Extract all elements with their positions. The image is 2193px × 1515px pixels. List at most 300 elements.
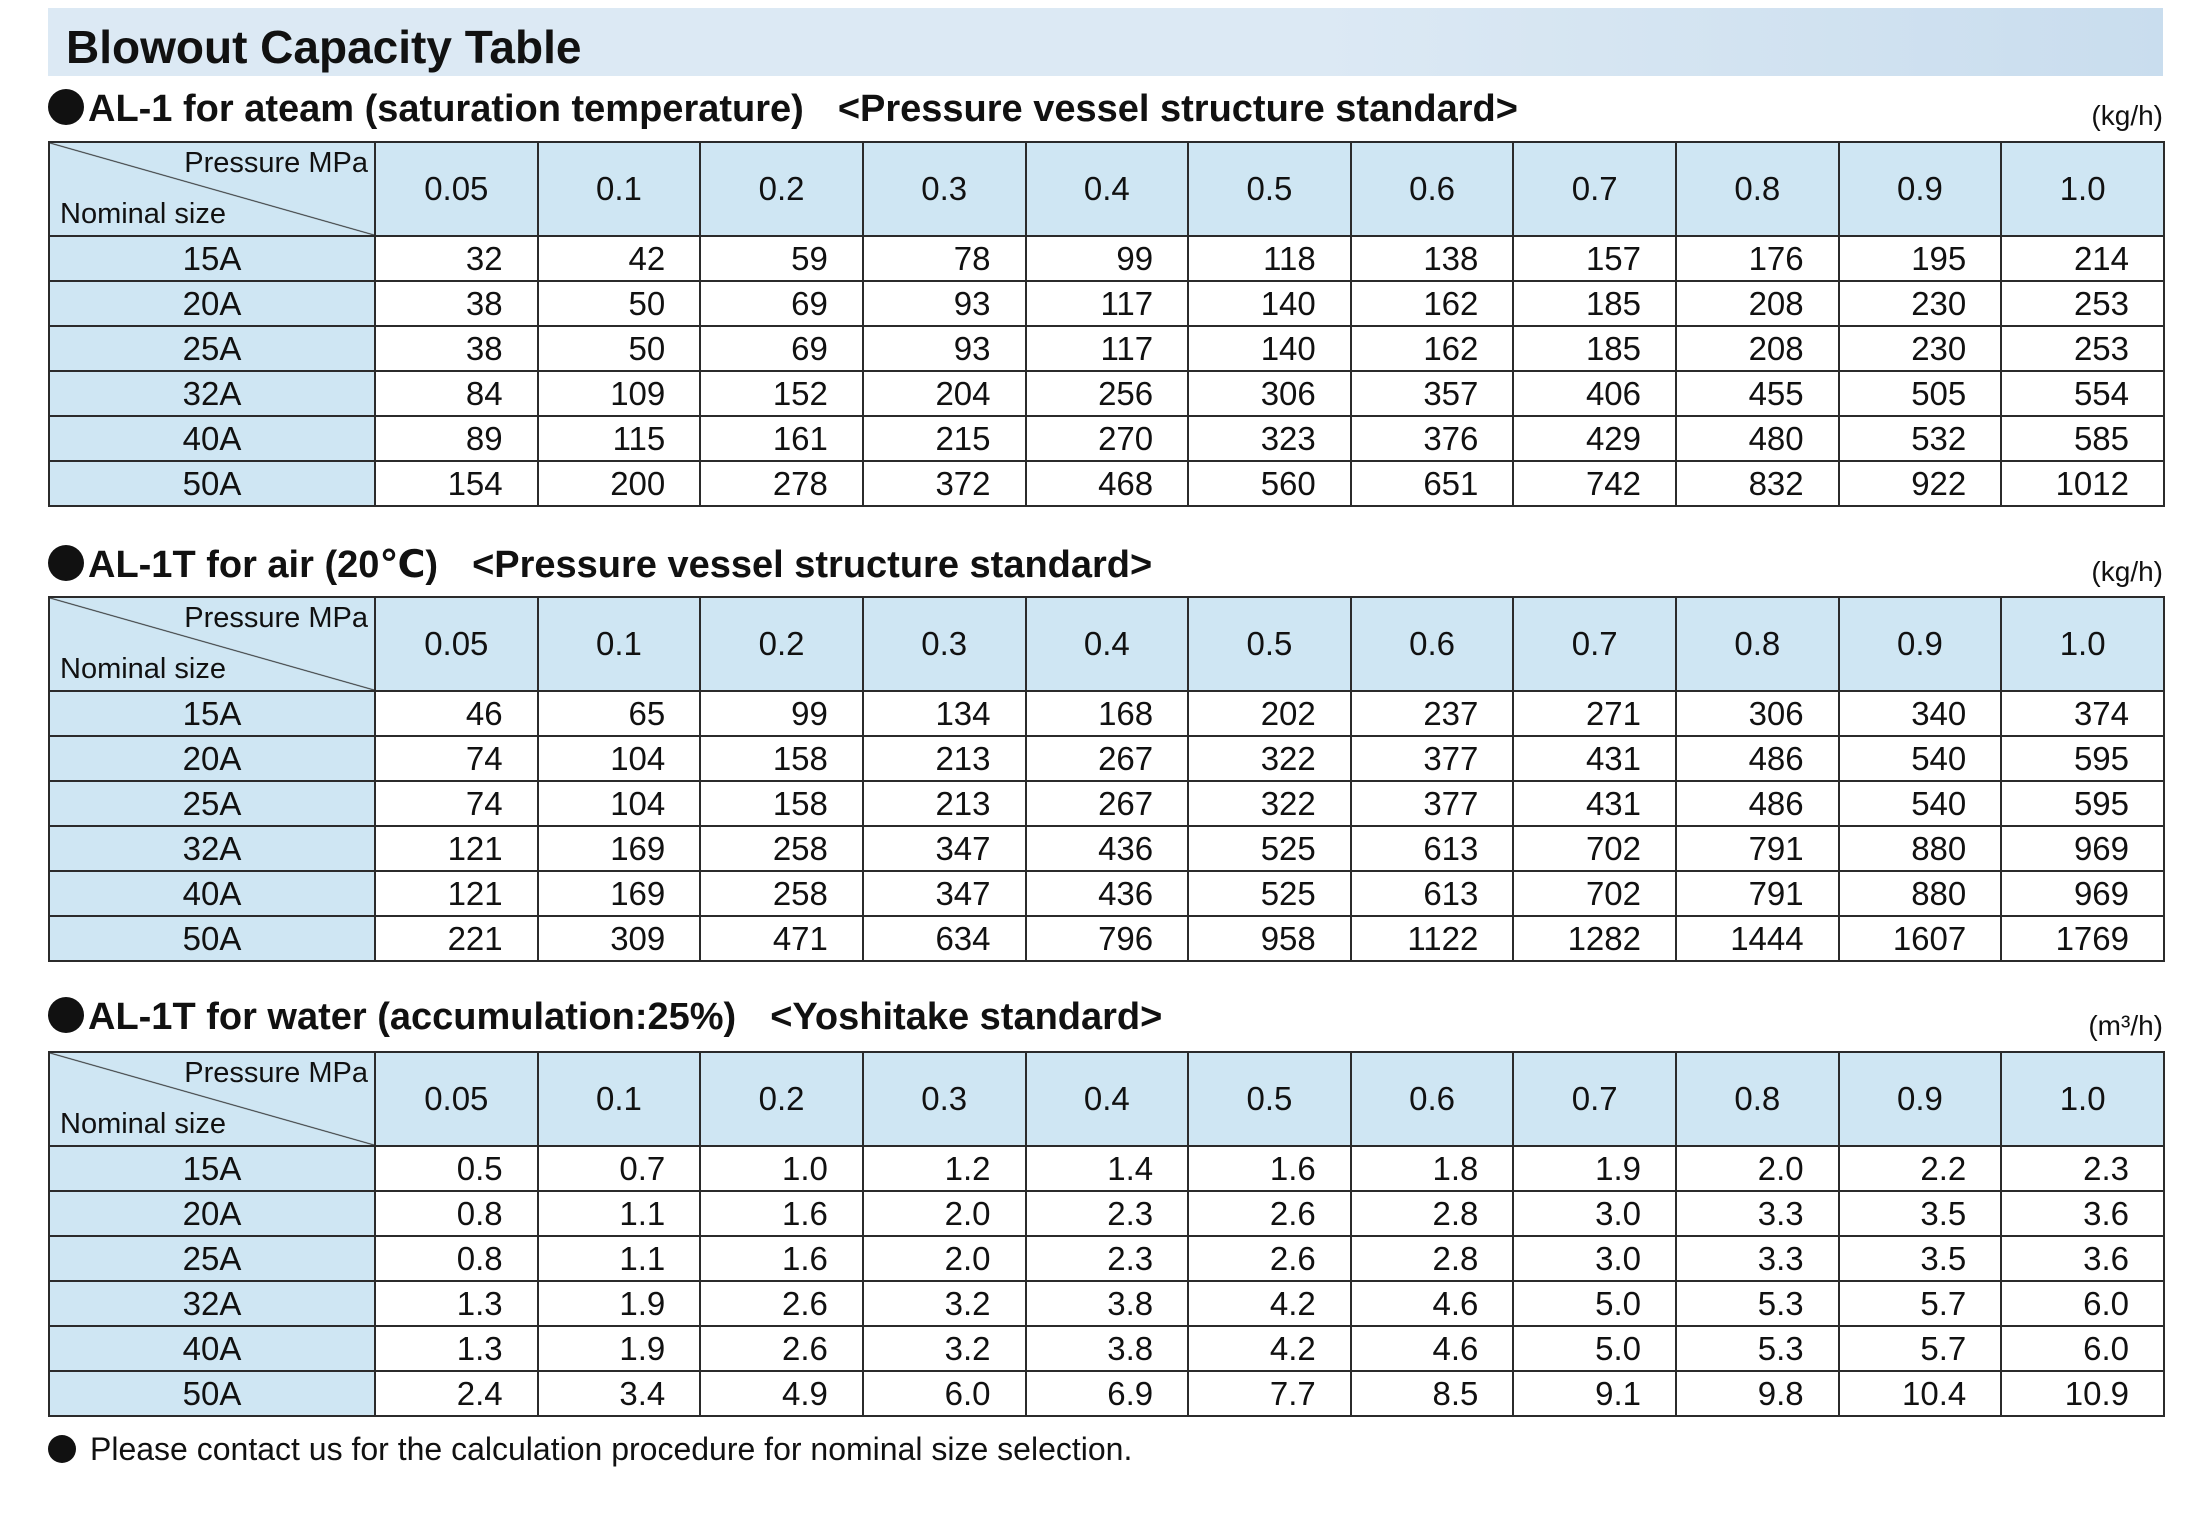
header-row <box>49 1052 2164 1146</box>
capacity-cell: 1.2 <box>863 1146 1026 1191</box>
capacity-cell: 253 <box>2001 326 2164 371</box>
capacity-cell: 2.2 <box>1839 1146 2002 1191</box>
pressure-header: 0.8 <box>1676 142 1839 236</box>
capacity-cell: 832 <box>1676 461 1839 506</box>
capacity-cell: 532 <box>1839 416 2002 461</box>
capacity-cell: 4.6 <box>1351 1281 1514 1326</box>
table-row <box>49 1326 2164 1371</box>
capacity-cell: 202 <box>1188 691 1351 736</box>
capacity-cell: 922 <box>1839 461 2002 506</box>
capacity-cell: 200 <box>538 461 701 506</box>
capacity-cell: 10.9 <box>2001 1371 2164 1416</box>
capacity-cell: 1.3 <box>375 1281 538 1326</box>
capacity-cell: 195 <box>1839 236 2002 281</box>
capacity-cell: 595 <box>2001 736 2164 781</box>
section-standard: <Pressure vessel structure standard> <box>472 544 1153 586</box>
capacity-cell: 2.0 <box>863 1236 1026 1281</box>
capacity-cell: 306 <box>1676 691 1839 736</box>
capacity-cell: 554 <box>2001 371 2164 416</box>
table-row <box>49 371 2164 416</box>
capacity-cell: 99 <box>700 691 863 736</box>
capacity-cell: 89 <box>375 416 538 461</box>
capacity-cell: 3.0 <box>1513 1191 1676 1236</box>
capacity-cell: 117 <box>1026 326 1189 371</box>
pressure-axis-label: Pressure MPa <box>184 1057 368 1089</box>
capacity-cell: 471 <box>700 916 863 961</box>
capacity-cell: 258 <box>700 871 863 916</box>
table-row <box>49 1191 2164 1236</box>
bullet-icon <box>48 997 84 1033</box>
pressure-header: 1.0 <box>2001 142 2164 236</box>
capacity-cell: 1282 <box>1513 916 1676 961</box>
capacity-cell: 204 <box>863 371 1026 416</box>
pressure-header: 0.2 <box>700 1052 863 1146</box>
capacity-cell: 613 <box>1351 826 1514 871</box>
capacity-cell: 377 <box>1351 736 1514 781</box>
table-row <box>49 236 2164 281</box>
capacity-table-steam <box>48 141 2165 507</box>
capacity-cell: 1.6 <box>700 1236 863 1281</box>
nominal-size-cell: 32A <box>49 1281 375 1326</box>
capacity-cell: 1.6 <box>1188 1146 1351 1191</box>
pressure-header: 0.8 <box>1676 1052 1839 1146</box>
nominal-size-cell: 15A <box>49 691 375 736</box>
capacity-cell: 176 <box>1676 236 1839 281</box>
capacity-cell: 169 <box>538 826 701 871</box>
table-row <box>49 691 2164 736</box>
pressure-axis-label: Pressure MPa <box>184 602 368 634</box>
capacity-cell: 4.2 <box>1188 1281 1351 1326</box>
page-title: Blowout Capacity Table <box>66 21 582 73</box>
capacity-cell: 429 <box>1513 416 1676 461</box>
capacity-cell: 152 <box>700 371 863 416</box>
nominal-size-cell: 32A <box>49 371 375 416</box>
nominal-size-cell: 25A <box>49 781 375 826</box>
bullet-icon <box>48 89 84 125</box>
section-standard: <Pressure vessel structure standard> <box>837 88 1518 130</box>
capacity-cell: 969 <box>2001 871 2164 916</box>
capacity-cell: 1.1 <box>538 1236 701 1281</box>
capacity-cell: 486 <box>1676 736 1839 781</box>
pressure-header: 0.7 <box>1513 1052 1676 1146</box>
capacity-cell: 158 <box>700 781 863 826</box>
pressure-header: 0.05 <box>375 1052 538 1146</box>
capacity-cell: 78 <box>863 236 1026 281</box>
capacity-cell: 322 <box>1188 781 1351 826</box>
capacity-cell: 347 <box>863 826 1026 871</box>
pressure-header: 0.4 <box>1026 597 1189 691</box>
capacity-cell: 93 <box>863 281 1026 326</box>
pressure-header: 0.9 <box>1839 1052 2002 1146</box>
capacity-cell: 791 <box>1676 871 1839 916</box>
capacity-cell: 347 <box>863 871 1026 916</box>
pressure-header: 0.6 <box>1351 1052 1514 1146</box>
capacity-cell: 5.0 <box>1513 1281 1676 1326</box>
capacity-cell: 3.6 <box>2001 1191 2164 1236</box>
nominal-size-axis-label: Nominal size <box>60 1108 226 1140</box>
capacity-cell: 2.0 <box>863 1191 1026 1236</box>
pressure-header: 0.7 <box>1513 597 1676 691</box>
table-row <box>49 416 2164 461</box>
capacity-cell: 376 <box>1351 416 1514 461</box>
capacity-cell: 185 <box>1513 281 1676 326</box>
nominal-size-cell: 25A <box>49 1236 375 1281</box>
capacity-cell: 158 <box>700 736 863 781</box>
capacity-cell: 32 <box>375 236 538 281</box>
capacity-cell: 115 <box>538 416 701 461</box>
capacity-cell: 3.4 <box>538 1371 701 1416</box>
capacity-cell: 256 <box>1026 371 1189 416</box>
capacity-cell: 10.4 <box>1839 1371 2002 1416</box>
capacity-cell: 486 <box>1676 781 1839 826</box>
capacity-cell: 42 <box>538 236 701 281</box>
nominal-size-cell: 50A <box>49 1371 375 1416</box>
bullet-icon <box>48 545 84 581</box>
table-row <box>49 461 2164 506</box>
capacity-cell: 796 <box>1026 916 1189 961</box>
capacity-cell: 9.1 <box>1513 1371 1676 1416</box>
nominal-size-cell: 15A <box>49 236 375 281</box>
capacity-cell: 0.8 <box>375 1236 538 1281</box>
capacity-cell: 1.6 <box>700 1191 863 1236</box>
capacity-cell: 702 <box>1513 826 1676 871</box>
capacity-cell: 46 <box>375 691 538 736</box>
capacity-cell: 431 <box>1513 736 1676 781</box>
capacity-cell: 880 <box>1839 826 2002 871</box>
capacity-cell: 3.5 <box>1839 1236 2002 1281</box>
capacity-cell: 69 <box>700 281 863 326</box>
capacity-cell: 208 <box>1676 281 1839 326</box>
pressure-header: 0.6 <box>1351 142 1514 236</box>
header-row <box>49 597 2164 691</box>
capacity-cell: 3.8 <box>1026 1326 1189 1371</box>
capacity-cell: 278 <box>700 461 863 506</box>
capacity-cell: 0.8 <box>375 1191 538 1236</box>
capacity-cell: 213 <box>863 736 1026 781</box>
capacity-cell: 215 <box>863 416 1026 461</box>
capacity-cell: 1.0 <box>700 1146 863 1191</box>
capacity-cell: 2.6 <box>1188 1236 1351 1281</box>
capacity-cell: 0.7 <box>538 1146 701 1191</box>
capacity-cell: 271 <box>1513 691 1676 736</box>
table-row <box>49 1281 2164 1326</box>
table-row <box>49 281 2164 326</box>
capacity-cell: 154 <box>375 461 538 506</box>
capacity-cell: 2.3 <box>2001 1146 2164 1191</box>
capacity-cell: 8.5 <box>1351 1371 1514 1416</box>
capacity-cell: 117 <box>1026 281 1189 326</box>
capacity-cell: 162 <box>1351 281 1514 326</box>
capacity-cell: 2.3 <box>1026 1236 1189 1281</box>
section-title: AL-1T for water (accumulation:25%) <box>88 996 737 1038</box>
capacity-cell: 169 <box>538 871 701 916</box>
capacity-cell: 99 <box>1026 236 1189 281</box>
nominal-size-cell: 40A <box>49 1326 375 1371</box>
unit-label: (kg/h) <box>2091 556 2163 587</box>
capacity-cell: 185 <box>1513 326 1676 371</box>
capacity-cell: 1.9 <box>538 1326 701 1371</box>
pressure-header: 0.4 <box>1026 1052 1189 1146</box>
pressure-header: 0.1 <box>538 1052 701 1146</box>
capacity-cell: 2.6 <box>700 1281 863 1326</box>
capacity-cell: 134 <box>863 691 1026 736</box>
capacity-cell: 958 <box>1188 916 1351 961</box>
capacity-cell: 374 <box>2001 691 2164 736</box>
capacity-cell: 1.3 <box>375 1326 538 1371</box>
capacity-cell: 0.5 <box>375 1146 538 1191</box>
capacity-cell: 525 <box>1188 871 1351 916</box>
pressure-header: 0.5 <box>1188 142 1351 236</box>
header-row <box>49 142 2164 236</box>
section-title: AL-1T for air (20℃) <box>88 544 439 586</box>
capacity-cell: 1.1 <box>538 1191 701 1236</box>
capacity-cell: 651 <box>1351 461 1514 506</box>
capacity-cell: 309 <box>538 916 701 961</box>
pressure-header: 0.9 <box>1839 597 2002 691</box>
nominal-size-cell: 50A <box>49 461 375 506</box>
pressure-header: 1.0 <box>2001 597 2164 691</box>
capacity-cell: 702 <box>1513 871 1676 916</box>
capacity-cell: 323 <box>1188 416 1351 461</box>
corner-header <box>49 597 375 691</box>
capacity-cell: 104 <box>538 781 701 826</box>
capacity-cell: 505 <box>1839 371 2002 416</box>
capacity-cell: 480 <box>1676 416 1839 461</box>
capacity-cell: 140 <box>1188 326 1351 371</box>
section-standard: <Yoshitake standard> <box>770 996 1163 1038</box>
capacity-cell: 436 <box>1026 826 1189 871</box>
capacity-cell: 3.6 <box>2001 1236 2164 1281</box>
capacity-cell: 540 <box>1839 781 2002 826</box>
nominal-size-axis-label: Nominal size <box>60 198 226 230</box>
nominal-size-axis-label: Nominal size <box>60 653 226 685</box>
capacity-cell: 4.6 <box>1351 1326 1514 1371</box>
capacity-cell: 2.6 <box>700 1326 863 1371</box>
pressure-header: 0.05 <box>375 597 538 691</box>
section-title: AL-1 for ateam (saturation temperature) <box>88 88 804 130</box>
section-heading-air <box>48 542 1152 587</box>
capacity-cell: 634 <box>863 916 1026 961</box>
capacity-cell: 5.0 <box>1513 1326 1676 1371</box>
capacity-cell: 270 <box>1026 416 1189 461</box>
capacity-cell: 613 <box>1351 871 1514 916</box>
capacity-cell: 595 <box>2001 781 2164 826</box>
capacity-cell: 3.2 <box>863 1326 1026 1371</box>
capacity-cell: 213 <box>863 781 1026 826</box>
capacity-cell: 168 <box>1026 691 1189 736</box>
capacity-cell: 59 <box>700 236 863 281</box>
table-row <box>49 1236 2164 1281</box>
nominal-size-cell: 25A <box>49 326 375 371</box>
section-heading-water <box>48 996 1162 1039</box>
pressure-header: 0.2 <box>700 597 863 691</box>
capacity-cell: 5.3 <box>1676 1281 1839 1326</box>
capacity-table-air <box>48 596 2165 962</box>
pressure-header: 0.9 <box>1839 142 2002 236</box>
capacity-cell: 1444 <box>1676 916 1839 961</box>
capacity-cell: 357 <box>1351 371 1514 416</box>
capacity-cell: 468 <box>1026 461 1189 506</box>
pressure-header: 0.6 <box>1351 597 1514 691</box>
capacity-cell: 5.7 <box>1839 1326 2002 1371</box>
table-row <box>49 326 2164 371</box>
capacity-cell: 253 <box>2001 281 2164 326</box>
nominal-size-cell: 20A <box>49 736 375 781</box>
capacity-cell: 69 <box>700 326 863 371</box>
unit-label: (m³/h) <box>2088 1010 2163 1041</box>
capacity-cell: 221 <box>375 916 538 961</box>
capacity-cell: 65 <box>538 691 701 736</box>
capacity-cell: 1.8 <box>1351 1146 1514 1191</box>
table-row <box>49 1146 2164 1191</box>
capacity-cell: 455 <box>1676 371 1839 416</box>
capacity-cell: 5.3 <box>1676 1326 1839 1371</box>
capacity-cell: 208 <box>1676 326 1839 371</box>
capacity-cell: 2.8 <box>1351 1236 1514 1281</box>
capacity-cell: 5.7 <box>1839 1281 2002 1326</box>
capacity-cell: 791 <box>1676 826 1839 871</box>
capacity-cell: 3.5 <box>1839 1191 2002 1236</box>
capacity-cell: 1.9 <box>538 1281 701 1326</box>
capacity-cell: 377 <box>1351 781 1514 826</box>
capacity-cell: 3.2 <box>863 1281 1026 1326</box>
capacity-cell: 2.6 <box>1188 1191 1351 1236</box>
capacity-cell: 38 <box>375 326 538 371</box>
capacity-cell: 84 <box>375 371 538 416</box>
capacity-cell: 7.7 <box>1188 1371 1351 1416</box>
pressure-header: 0.1 <box>538 142 701 236</box>
nominal-size-cell: 32A <box>49 826 375 871</box>
capacity-cell: 214 <box>2001 236 2164 281</box>
pressure-header: 0.2 <box>700 142 863 236</box>
capacity-cell: 1122 <box>1351 916 1514 961</box>
pressure-header: 1.0 <box>2001 1052 2164 1146</box>
capacity-cell: 93 <box>863 326 1026 371</box>
capacity-cell: 372 <box>863 461 1026 506</box>
capacity-cell: 109 <box>538 371 701 416</box>
capacity-cell: 121 <box>375 871 538 916</box>
capacity-cell: 3.8 <box>1026 1281 1189 1326</box>
capacity-table-water <box>48 1051 2165 1417</box>
capacity-cell: 742 <box>1513 461 1676 506</box>
capacity-cell: 1769 <box>2001 916 2164 961</box>
capacity-cell: 121 <box>375 826 538 871</box>
capacity-cell: 880 <box>1839 871 2002 916</box>
nominal-size-cell: 40A <box>49 871 375 916</box>
table-row <box>49 916 2164 961</box>
capacity-cell: 50 <box>538 281 701 326</box>
capacity-cell: 230 <box>1839 326 2002 371</box>
pressure-header: 0.5 <box>1188 1052 1351 1146</box>
pressure-header: 0.3 <box>863 1052 1026 1146</box>
section-heading-steam <box>48 88 1518 131</box>
capacity-cell: 340 <box>1839 691 2002 736</box>
capacity-cell: 1607 <box>1839 916 2002 961</box>
capacity-cell: 74 <box>375 781 538 826</box>
pressure-header: 0.8 <box>1676 597 1839 691</box>
bullet-icon <box>48 1435 76 1463</box>
capacity-cell: 9.8 <box>1676 1371 1839 1416</box>
pressure-axis-label: Pressure MPa <box>184 147 368 179</box>
capacity-cell: 540 <box>1839 736 2002 781</box>
capacity-cell: 3.3 <box>1676 1191 1839 1236</box>
capacity-cell: 322 <box>1188 736 1351 781</box>
capacity-cell: 2.8 <box>1351 1191 1514 1236</box>
nominal-size-cell: 20A <box>49 1191 375 1236</box>
capacity-cell: 6.9 <box>1026 1371 1189 1416</box>
unit-label: (kg/h) <box>2091 100 2163 131</box>
pressure-header: 0.05 <box>375 142 538 236</box>
capacity-cell: 104 <box>538 736 701 781</box>
capacity-cell: 431 <box>1513 781 1676 826</box>
capacity-cell: 140 <box>1188 281 1351 326</box>
corner-header <box>49 142 375 236</box>
capacity-cell: 237 <box>1351 691 1514 736</box>
capacity-cell: 306 <box>1188 371 1351 416</box>
capacity-cell: 162 <box>1351 326 1514 371</box>
capacity-cell: 525 <box>1188 826 1351 871</box>
nominal-size-cell: 15A <box>49 1146 375 1191</box>
capacity-cell: 6.0 <box>2001 1281 2164 1326</box>
capacity-cell: 3.3 <box>1676 1236 1839 1281</box>
footnote <box>48 1431 1132 1468</box>
capacity-cell: 138 <box>1351 236 1514 281</box>
pressure-header: 0.7 <box>1513 142 1676 236</box>
capacity-cell: 1.9 <box>1513 1146 1676 1191</box>
capacity-cell: 118 <box>1188 236 1351 281</box>
table-row <box>49 736 2164 781</box>
capacity-cell: 4.9 <box>700 1371 863 1416</box>
capacity-cell: 436 <box>1026 871 1189 916</box>
capacity-cell: 585 <box>2001 416 2164 461</box>
capacity-cell: 4.2 <box>1188 1326 1351 1371</box>
nominal-size-cell: 40A <box>49 416 375 461</box>
capacity-cell: 230 <box>1839 281 2002 326</box>
capacity-cell: 38 <box>375 281 538 326</box>
table-row <box>49 826 2164 871</box>
nominal-size-cell: 20A <box>49 281 375 326</box>
pressure-header: 0.3 <box>863 597 1026 691</box>
capacity-cell: 161 <box>700 416 863 461</box>
capacity-cell: 3.0 <box>1513 1236 1676 1281</box>
capacity-cell: 560 <box>1188 461 1351 506</box>
capacity-cell: 267 <box>1026 781 1189 826</box>
capacity-cell: 258 <box>700 826 863 871</box>
capacity-cell: 6.0 <box>2001 1326 2164 1371</box>
table-row <box>49 871 2164 916</box>
capacity-cell: 157 <box>1513 236 1676 281</box>
capacity-cell: 406 <box>1513 371 1676 416</box>
pressure-header: 0.5 <box>1188 597 1351 691</box>
corner-header <box>49 1052 375 1146</box>
footnote-text: Please contact us for the calculation procedure for nominal size selection. <box>90 1431 1133 1467</box>
capacity-cell: 969 <box>2001 826 2164 871</box>
capacity-cell: 2.3 <box>1026 1191 1189 1236</box>
capacity-cell: 2.0 <box>1676 1146 1839 1191</box>
pressure-header: 0.4 <box>1026 142 1189 236</box>
capacity-cell: 50 <box>538 326 701 371</box>
nominal-size-cell: 50A <box>49 916 375 961</box>
pressure-header: 0.3 <box>863 142 1026 236</box>
pressure-header: 0.1 <box>538 597 701 691</box>
capacity-cell: 267 <box>1026 736 1189 781</box>
capacity-cell: 74 <box>375 736 538 781</box>
capacity-cell: 2.4 <box>375 1371 538 1416</box>
capacity-cell: 1.4 <box>1026 1146 1189 1191</box>
capacity-cell: 1012 <box>2001 461 2164 506</box>
table-row <box>49 781 2164 826</box>
capacity-cell: 6.0 <box>863 1371 1026 1416</box>
